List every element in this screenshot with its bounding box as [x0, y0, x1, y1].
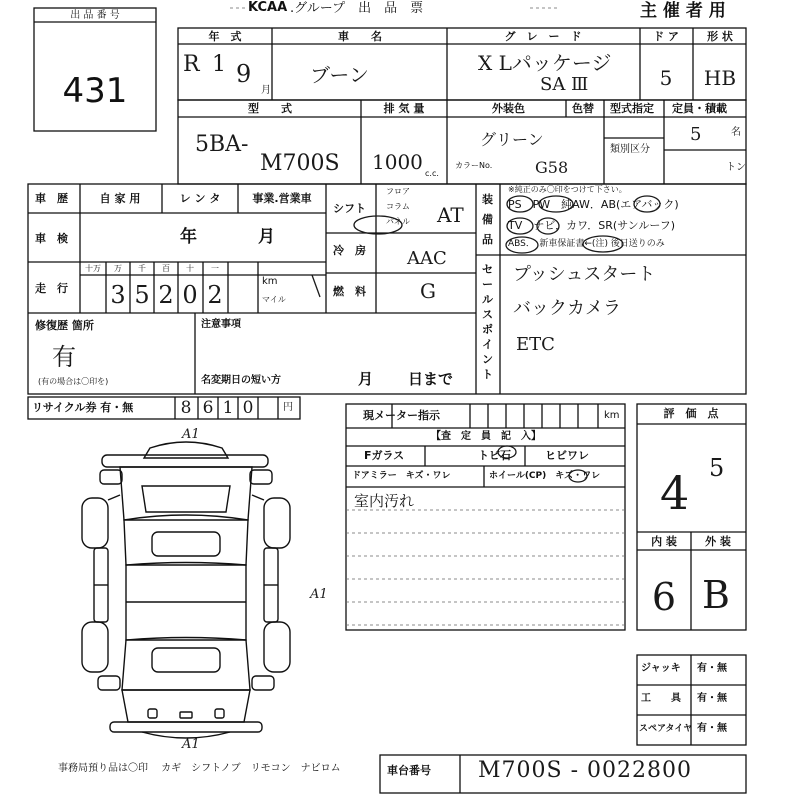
recycle-digit: 1 [222, 398, 234, 418]
chassis-number: M700S - 0022800 [478, 758, 692, 783]
grade-line-1: X Lパッケージ [478, 51, 612, 75]
exterior-grade: B [702, 573, 730, 617]
damage-mark-front: A1 [182, 427, 200, 442]
sales-point-item: ETC [516, 334, 555, 355]
model-era: R [183, 52, 200, 77]
meter-unit: km [604, 410, 620, 421]
inspection-month-unit: 月 [258, 227, 275, 247]
sales-point-item: バックカメラ [513, 298, 621, 319]
rating-score: 4 [660, 466, 690, 520]
car-diagram [82, 442, 290, 738]
glass-label: Fガラス [364, 449, 405, 462]
meter-label: 現メーター指示 [363, 409, 440, 422]
history-commercial: 事業.営業車 [252, 192, 312, 205]
fuel-value: G [420, 279, 436, 303]
recycle-digit: 6 [202, 398, 214, 418]
model-month: 9 [236, 60, 252, 88]
equipment-row-2: TV ナビ．カワ．SR(サンルーフ) [508, 219, 676, 232]
shift-value: AT [437, 203, 464, 227]
damage-mark-rear: A1 [182, 737, 200, 752]
tools-label: 工 具 [641, 693, 681, 704]
recycle-digit: 0 [242, 398, 254, 418]
cc-unit: c.c. [425, 169, 439, 178]
mileage-digit: 5 [134, 281, 150, 309]
notes-label: 注意事項 [201, 319, 241, 330]
mileage-unit-1: 一 [211, 264, 219, 273]
glass-crack: ヒビワレ [545, 449, 589, 462]
displacement-value: 1000 [372, 150, 423, 174]
grade-label: グ レ ー ド [504, 30, 582, 43]
grade-line-2: SA Ⅲ [540, 74, 589, 95]
chassis-number-label: 車台番号 [387, 764, 431, 777]
sales-points-label: セ ー ル ス ポ イ ン ト [482, 263, 493, 381]
sales-point-item: プッシュスタート [513, 264, 656, 285]
rating-label: 評 価 点 [663, 407, 719, 420]
capacity-value: 5 [690, 124, 702, 145]
lot-label: 出 品 番 号 [70, 10, 120, 21]
mileage-unit-10k: 万 [114, 264, 122, 273]
interior-grade: 6 [651, 575, 677, 619]
glass-stone: トビ石 [478, 449, 511, 462]
jack-label: ジャッキ [641, 663, 681, 674]
mileage-label: 走 行 [35, 282, 68, 295]
model-year: 1 [212, 52, 226, 77]
interior-label: 内 装 [651, 535, 677, 548]
month-unit: 月 [261, 85, 271, 96]
recycle-label: リサイクル券 有・無 [32, 401, 134, 414]
tools-value: 有・無 [697, 693, 727, 704]
exterior-label: 外 装 [705, 535, 731, 548]
mirror-label: ドアミラー キズ・ワレ [352, 471, 451, 481]
recycle-digit: 8 [180, 398, 192, 418]
history-private: 自 家 用 [99, 192, 141, 205]
color-no-value: G58 [535, 158, 569, 177]
class-label: 類別区分 [610, 144, 650, 155]
fuel-label: 燃 料 [333, 285, 366, 298]
aircon-label: 冷 房 [333, 244, 366, 257]
mileage-digit: 3 [110, 281, 126, 309]
km-unit: km [262, 276, 278, 287]
office-items-note: 事務局預り品は〇印 カギ シフトノブ リモコン ナビロム [58, 763, 341, 774]
mileage-unit-10: 十 [186, 264, 194, 273]
sheet-title: .グループ 出 品 票 [290, 1, 424, 16]
load-unit: トン [726, 162, 746, 173]
doors-value: 5 [659, 66, 673, 90]
equipment-note: ※純正のみ〇印をつけて下さい。 [508, 185, 627, 194]
body-label: 形 状 [707, 30, 733, 43]
repair-history-note: (有の場合は〇印を) [38, 377, 109, 386]
inspector-label: 【査 定 員 記 入】 [431, 431, 541, 442]
history-label: 車 歴 [35, 192, 68, 205]
model-designation-label: 型式指定 [610, 102, 654, 115]
repair-history-label: 修復歴 箇所 [35, 319, 94, 332]
type-label: 型 式 [248, 102, 292, 115]
shift-option-column: コラム [386, 202, 410, 211]
equipment-row-1: PS PW 純AW．AB(エアバック) [508, 198, 679, 211]
color-no-label: カラーNo. [455, 161, 493, 170]
car-name-label: 車 名 [338, 30, 382, 43]
car-name: ブーン [310, 63, 369, 87]
mileage-unit-100: 百 [162, 264, 170, 273]
doors-label: ド ア [653, 30, 679, 43]
exterior-color-label: 外装色 [492, 102, 525, 115]
shift-label: シフト [333, 202, 366, 215]
name-change-day: 日まで [408, 370, 454, 388]
mile-unit: マイル [262, 295, 286, 304]
name-change-label: 名変期日の短い方 [201, 375, 281, 386]
inspector-remark: 室内汚れ [354, 492, 415, 510]
jack-value: 有・無 [697, 663, 727, 674]
type-prefix: 5BA- [195, 132, 249, 157]
spare-tire-label: スペアタイヤ [639, 724, 693, 734]
equipment-row-3: ABS． 新車保証書←(注) 後日送りのみ [508, 239, 665, 249]
capacity-unit: 名 [731, 127, 741, 138]
capacity-label: 定員・積載 [672, 102, 727, 115]
type-code: M700S [260, 151, 340, 176]
mileage-unit-100k: 十万 [85, 264, 101, 273]
wheel-label: ホイール(CP) キズ・ワレ [489, 471, 601, 481]
mileage-digit: 0 [182, 281, 198, 309]
inspection-label: 車 検 [35, 232, 68, 245]
organizer-label: 主 催 者 用 [640, 1, 726, 21]
history-rental: レ ン タ [179, 192, 221, 205]
damage-mark-side: A1 [310, 587, 328, 602]
mileage-unit-1k: 千 [138, 264, 146, 273]
mileage-digit: 2 [207, 281, 223, 309]
color-change-label: 色替 [572, 102, 594, 115]
color-value: グリーン [480, 130, 544, 149]
spare-tire-value: 有・無 [697, 723, 727, 734]
shift-option-panel: パネル [386, 217, 410, 226]
year-label: 年 式 [208, 30, 242, 43]
shift-option-floor: フロア [386, 187, 410, 196]
repair-history-value: 有 [52, 343, 76, 371]
name-change-month: 月 [358, 370, 374, 388]
lot-number: 431 [62, 71, 128, 111]
body-type-value: HB [703, 66, 737, 90]
mileage-digit: 2 [158, 281, 174, 309]
recycle-unit: 円 [283, 402, 293, 413]
rating-score-sup: 5 [709, 454, 725, 482]
equipment-label: 装 備 品 [482, 193, 493, 246]
inspection-year-unit: 年 [180, 227, 197, 247]
brand-logo: KCAA [248, 0, 288, 15]
displacement-label: 排 気 量 [383, 102, 425, 115]
aircon-value: AAC [407, 248, 447, 269]
